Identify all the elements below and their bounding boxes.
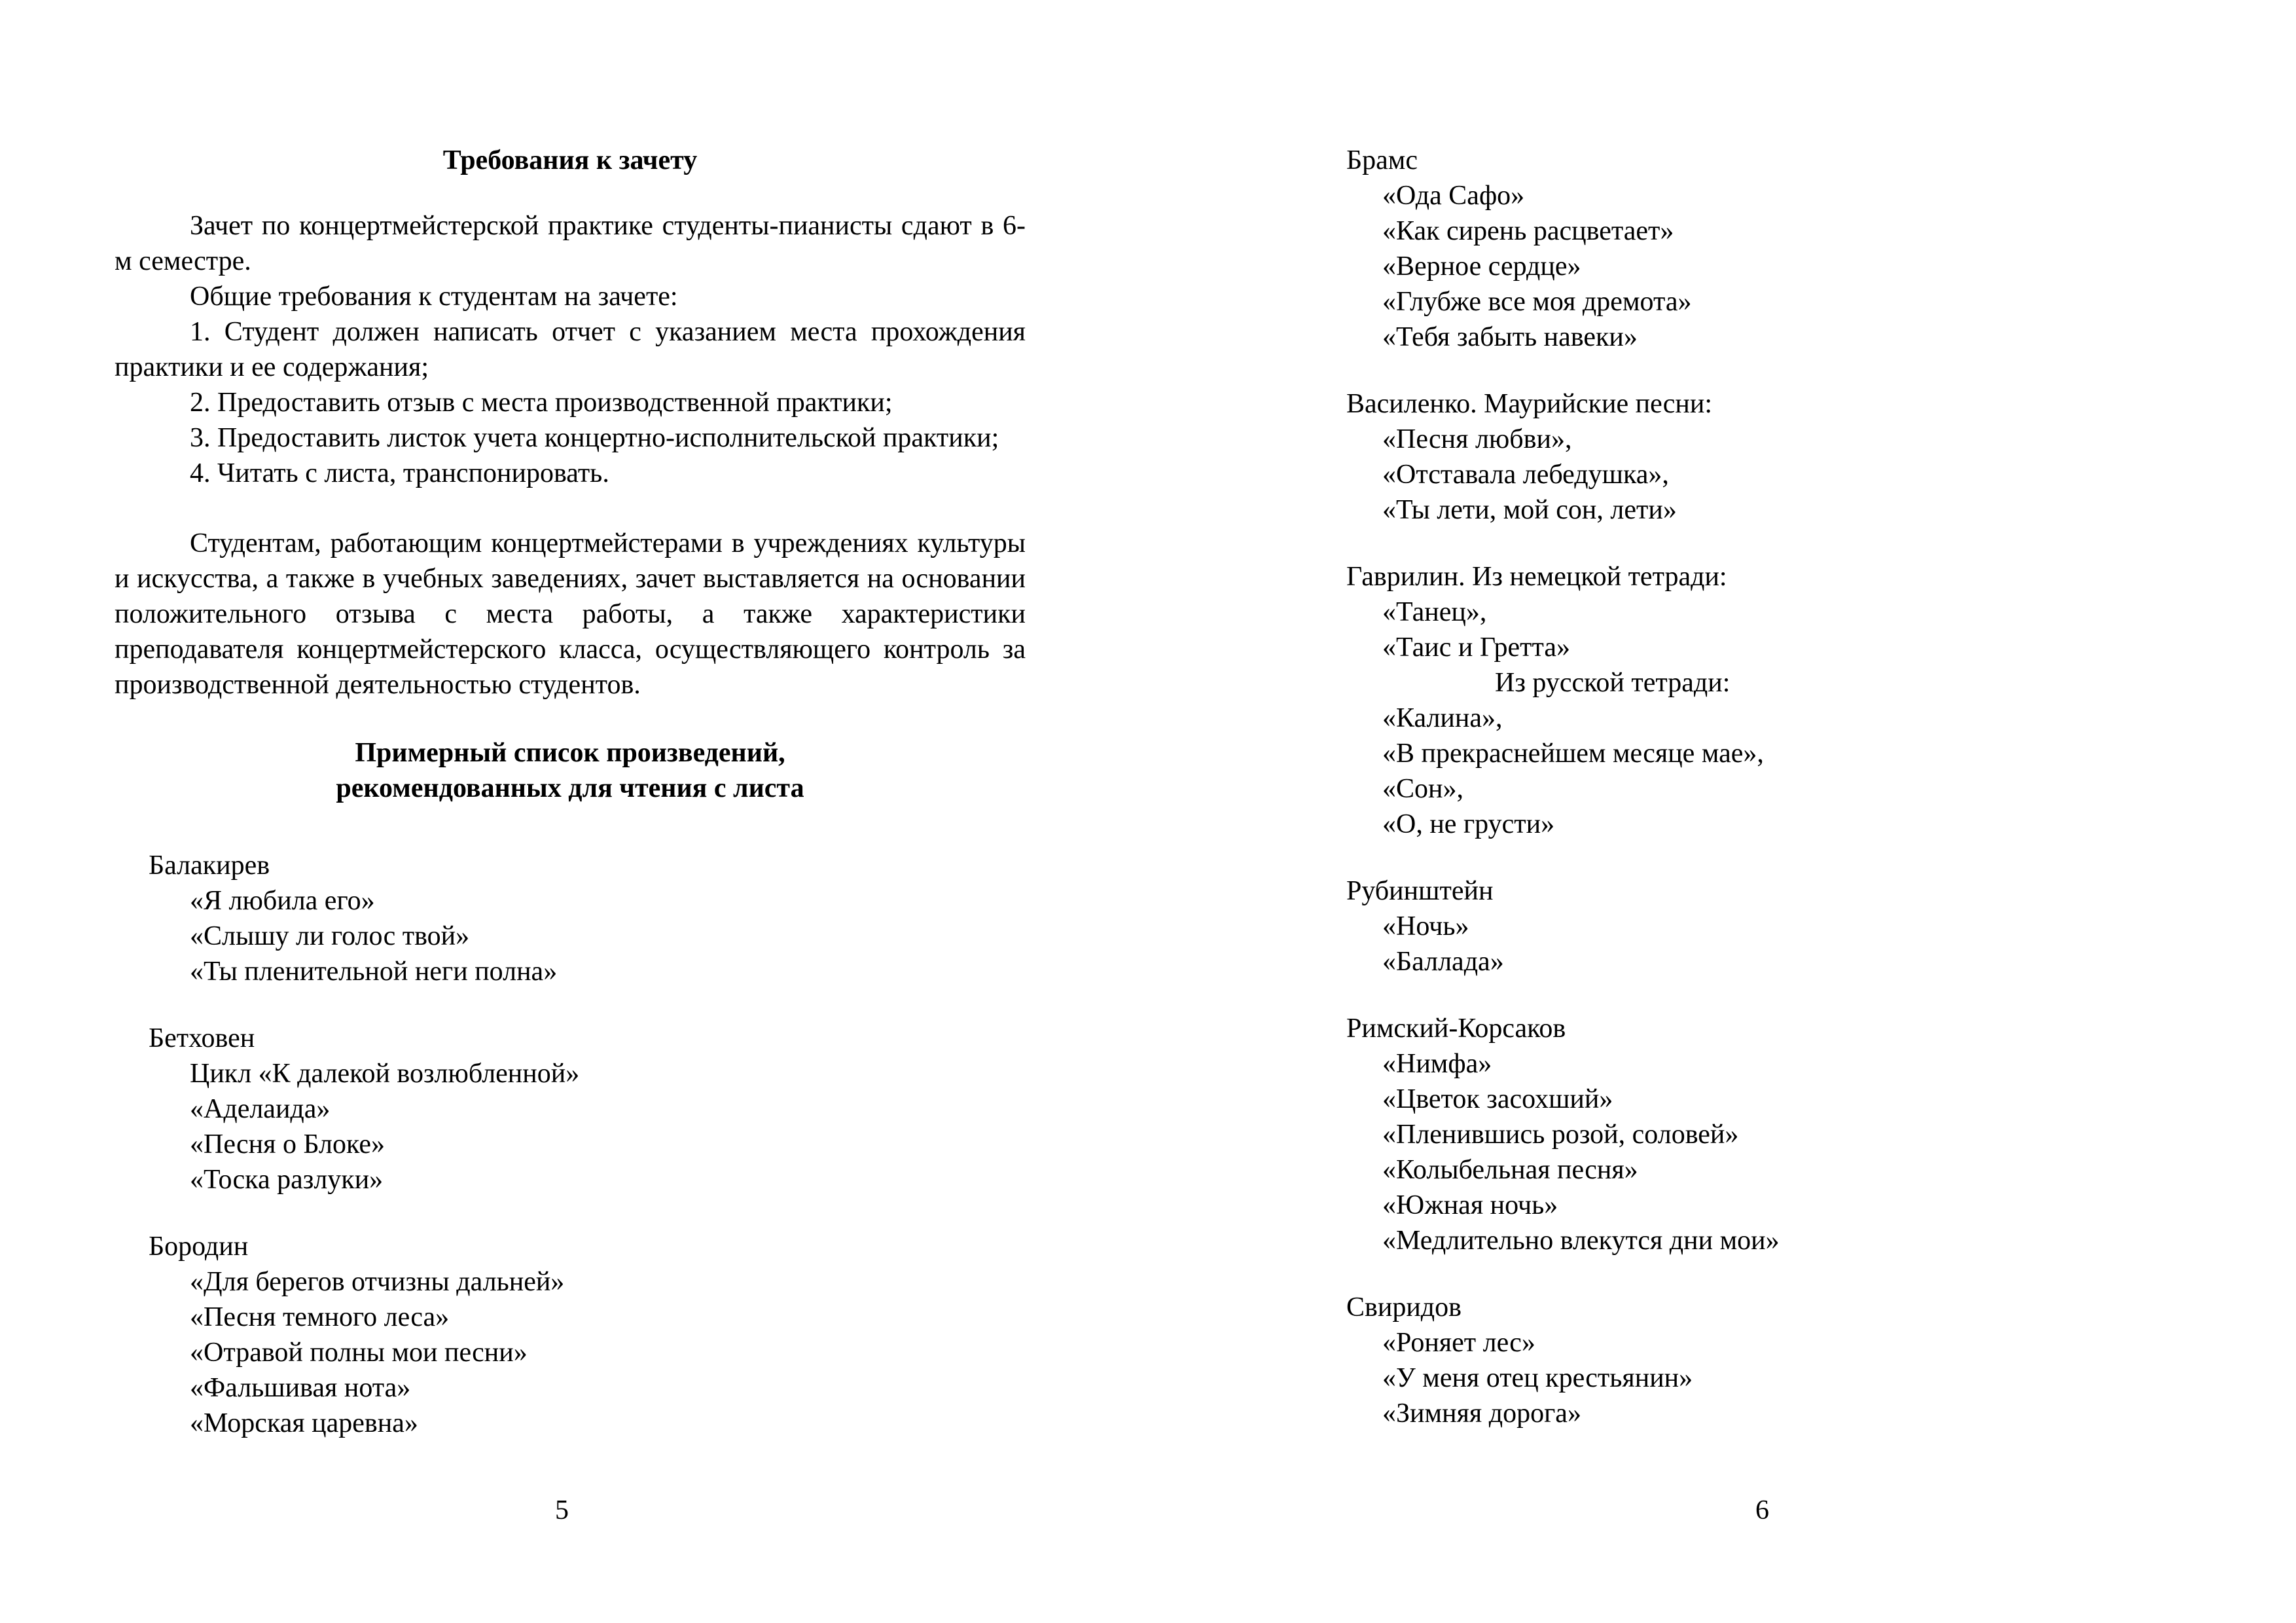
work-title: «Сон», bbox=[1382, 774, 1463, 804]
composer-name: Бородин bbox=[149, 1231, 249, 1262]
composer-block bbox=[1346, 1011, 2217, 1258]
composer-list-right bbox=[1346, 143, 2217, 1431]
work-title: «Тебя забыть навеки» bbox=[1382, 322, 1638, 352]
page-number-right: 6 bbox=[1755, 1495, 1769, 1525]
composer-block bbox=[115, 1229, 1026, 1441]
work-title: «Отставала лебедушка», bbox=[1382, 460, 1669, 490]
page-number-left: 5 bbox=[555, 1495, 569, 1525]
composer-name: Василенко. Маурийские песни: bbox=[1346, 389, 1713, 419]
page-right bbox=[1346, 143, 2217, 1431]
work-title: «Зимняя дорога» bbox=[1382, 1398, 1581, 1429]
work-title: «Баллада» bbox=[1382, 947, 1504, 977]
requirement-item: 1. Студент должен написать отчет с указанием места прохождения практики и ее содержания; bbox=[115, 317, 1026, 382]
work-title: «Роняет лес» bbox=[1382, 1328, 1535, 1358]
requirement-item: 4. Читать с листа, транспонировать. bbox=[190, 458, 609, 488]
work-title: «Колыбельная песня» bbox=[1382, 1155, 1638, 1185]
requirement-item: 3. Предоставить листок учета концертно-исполнительской практики; bbox=[190, 423, 999, 453]
composer-name: Бетховен bbox=[149, 1023, 255, 1053]
work-title: «Ода Сафо» bbox=[1382, 181, 1525, 211]
composer-block bbox=[1346, 873, 2217, 979]
composer-block bbox=[115, 1021, 1026, 1197]
paragraph-requirements-lead: Общие требования к студентам на зачете: bbox=[190, 282, 678, 312]
work-title: «Верное сердце» bbox=[1382, 251, 1581, 282]
composer-name: Рубинштейн bbox=[1346, 876, 1494, 906]
list-heading bbox=[115, 735, 1026, 806]
composer-name: Брамс bbox=[1346, 145, 1418, 175]
work-title: «Южная ночь» bbox=[1382, 1190, 1558, 1220]
composer-block bbox=[115, 848, 1026, 989]
work-title: «Медлительно влекутся дни мои» bbox=[1382, 1226, 1780, 1256]
work-title: «Песня темного леса» bbox=[190, 1302, 450, 1332]
composer-name: Балакирев bbox=[149, 850, 270, 881]
composer-name: Римский-Корсаков bbox=[1346, 1013, 1566, 1044]
list-heading-line: Примерный список произведений, bbox=[355, 738, 785, 768]
work-title: «Я любила его» bbox=[190, 886, 375, 916]
work-title: «Цветок засохший» bbox=[1382, 1084, 1613, 1114]
work-title: «У меня отец крестьянин» bbox=[1382, 1363, 1693, 1393]
composer-block bbox=[1346, 386, 2217, 528]
work-title: «Ты пленительной неги полна» bbox=[190, 957, 558, 987]
composer-name: Свиридов bbox=[1346, 1292, 1462, 1322]
work-title: «Фальшивая нота» bbox=[190, 1373, 411, 1403]
notebook-subheading: Из русской тетради: bbox=[1495, 668, 1731, 698]
work-title: «Для берегов отчизны дальней» bbox=[190, 1267, 565, 1297]
page-left bbox=[115, 143, 1026, 1441]
work-title: «Слышу ли голос твой» bbox=[190, 921, 470, 951]
composer-list-left bbox=[115, 848, 1026, 1441]
page-title: Требования к зачету bbox=[442, 145, 698, 175]
work-title: «Песня любви», bbox=[1382, 424, 1572, 454]
work-title: «Танец», bbox=[1382, 597, 1487, 627]
work-title: «Таис и Гретта» bbox=[1382, 632, 1570, 663]
work-title: «О, не грусти» bbox=[1382, 809, 1555, 839]
work-title: «Тоска разлуки» bbox=[190, 1165, 384, 1195]
work-title: «Отравой полны мои песни» bbox=[190, 1338, 528, 1368]
work-title: «Аделаида» bbox=[190, 1094, 331, 1124]
work-title: «Калина», bbox=[1382, 703, 1503, 733]
composer-name: Гаврилин. Из немецкой тетради: bbox=[1346, 562, 1727, 592]
work-title: «Пленившись розой, соловей» bbox=[1382, 1120, 1739, 1150]
work-title: Цикл «К далекой возлюбленной» bbox=[190, 1059, 580, 1089]
composer-block bbox=[1346, 559, 2217, 842]
work-title: «Как сирень расцветает» bbox=[1382, 216, 1674, 246]
list-heading-line: рекомендованных для чтения с листа bbox=[336, 773, 804, 803]
paragraph-intro: Зачет по концертмейстерской практике студенты-пианисты сдают в 6-м семестре. bbox=[115, 211, 1026, 276]
work-title: «Нимфа» bbox=[1382, 1049, 1492, 1079]
composer-block bbox=[1346, 143, 2217, 355]
work-title: «Песня о Блоке» bbox=[190, 1129, 385, 1159]
composer-block bbox=[1346, 1290, 2217, 1431]
work-title: «Морская царевна» bbox=[190, 1408, 418, 1438]
paragraph-note: Студентам, работающим концертмейстерами в учреждениях культуры и искусства, а также в учебных заведениях, зачет выставляется на основании положительного отзыва с места работы, а также характеристики преподавателя концертмейстерского класса, осуществляющего контроль за производственной деятельностью студентов. bbox=[115, 528, 1026, 700]
requirement-item: 2. Предоставить отзыв с места производственной практики; bbox=[190, 388, 893, 418]
work-title: «Глубже все моя дремота» bbox=[1382, 287, 1692, 317]
work-title: «В прекраснейшем месяце мае», bbox=[1382, 739, 1764, 769]
work-title: «Ночь» bbox=[1382, 911, 1469, 941]
work-title: «Ты лети, мой сон, лети» bbox=[1382, 495, 1677, 525]
